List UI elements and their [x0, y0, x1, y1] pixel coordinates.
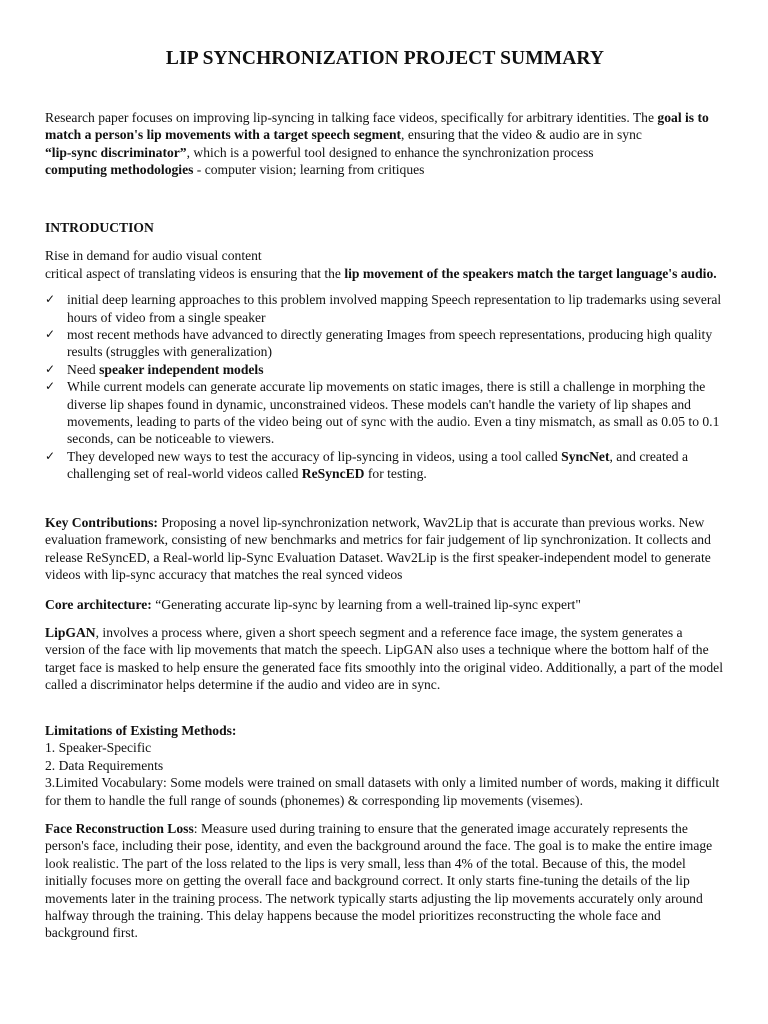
- abstract-text: Research paper focuses on improving lip-syncing in talking face videos, specifically for arbitrary identities. The: [45, 110, 658, 125]
- checkmark-icon: ✓: [45, 379, 56, 394]
- introduction-section: [45, 219, 725, 483]
- checkmark-icon: ✓: [45, 327, 56, 342]
- introduction-heading: INTRODUCTION: [45, 220, 154, 235]
- limitations-heading: Limitations of Existing Methods:: [45, 723, 237, 738]
- key-contributions-label: Key Contributions:: [45, 515, 158, 530]
- face-loss-text-block: [45, 820, 725, 942]
- abstract-goal-bold: goal is to match a person's lip movements with a target speech segment: [45, 110, 709, 143]
- face-loss-label: Face Reconstruction Loss: [45, 821, 194, 836]
- document-title: LIP SYNCHRONIZATION PROJECT SUMMARY: [165, 48, 605, 69]
- abstract-line-2: [45, 144, 725, 161]
- key-contributions-text-block: [45, 514, 725, 584]
- intro-line-2: [45, 265, 725, 282]
- list-item: [45, 448, 725, 483]
- checkmark-icon: ✓: [45, 292, 56, 307]
- intro-text: critical aspect of translating videos is ensuring that the: [45, 265, 345, 281]
- lipgan-text: , involves a process where, given a short speech segment and a reference face image, the system generates a version of the face with lip movements that match the speech. LipGAN also uses a technique where the bottom half of the target face is masked to help ensure the generated face fits smoothly into the original video. Additionally, a part of the model called a discriminator helps determine if the audio and video are in sync.: [45, 625, 723, 693]
- lipgan-text-block: [45, 624, 725, 694]
- intro-checklist: [45, 291, 725, 482]
- core-architecture-label: Core architecture:: [45, 597, 152, 612]
- lipgan-paragraph: [45, 624, 725, 694]
- core-architecture-text-block: [45, 596, 725, 613]
- resynced-bold: ReSyncED: [301, 466, 365, 482]
- syncnet-bold: SyncNet: [561, 448, 610, 464]
- list-item-text: They developed new ways to test the accuracy of lip-syncing in videos, using a tool called: [67, 448, 562, 464]
- list-item-text: , and created a challenging set of real-world videos called: [67, 448, 688, 482]
- list-item-text: Need: [67, 361, 100, 377]
- limitation-item-1: 1. Speaker-Specific: [45, 740, 152, 756]
- list-item-text: most recent methods have advanced to directly generating Images from speech representations, producing high quality results (struggles with generalization): [67, 327, 713, 360]
- abstract-line-1: [45, 109, 725, 144]
- limitation-item-2: 2. Data Requirements: [45, 757, 164, 773]
- intro-line-1: Rise in demand for audio visual content: [45, 248, 262, 264]
- list-item: [45, 291, 725, 326]
- abstract-text: , ensuring that the video & audio are in sync: [401, 127, 642, 143]
- list-item: [45, 326, 725, 361]
- abstract-line-3: [45, 161, 725, 178]
- core-architecture-paragraph: [45, 596, 725, 613]
- computing-methodologies-bold: computing methodologies: [45, 162, 194, 178]
- abstract-text: - computer vision; learning from critiques: [193, 162, 425, 178]
- list-item-text: for testing.: [364, 466, 427, 482]
- abstract-text: , which is a powerful tool designed to enhance the synchronization process: [186, 144, 594, 160]
- list-item-text: initial deep learning approaches to this problem involved mapping Speech representation to lip trademarks using several hours of video from a single speaker: [67, 292, 722, 325]
- list-item-text: While current models can generate accurate lip movements on static images, there is still a challenge in morphing the diverse lip shapes found in dynamic, unconstrained videos. These models can't handle the variety of lip shapes and movements, leading to parts of the video being out of sync with the audio. Even a tiny mismatch, as small as 0.05 to 0.1 seconds, can be noticeable to viewers.: [67, 379, 720, 447]
- lip-sync-discriminator-bold: “lip-sync discriminator”: [45, 144, 187, 160]
- checkmark-icon: ✓: [45, 361, 56, 376]
- limitation-item-3: 3.Limited Vocabulary: Some models were trained on small datasets with only a limited number of words, making it difficult for them to handle the full range of sounds (phonemes) & corresponding lip movements (visemes).: [45, 775, 720, 808]
- list-item: [45, 378, 725, 448]
- limitations-section: [45, 722, 725, 809]
- key-contributions-paragraph: [45, 514, 725, 584]
- list-item: [45, 361, 725, 378]
- lipgan-label: LipGAN: [45, 625, 96, 640]
- list-item-bold: speaker independent models: [99, 361, 264, 377]
- checkmark-icon: ✓: [45, 448, 56, 463]
- face-loss-text: : Measure used during training to ensure that the generated image accurately represents the person's face, including their pose, identity, and even the background around the face. The goal is to make the entire image look realistic. The part of the loss related to the lips is very small, less than 4% of the total. Because of this, the model initially focuses more on getting the overall face and background correct. It only starts fine-tuning the details of the lip movements later in the training process. The network typically starts adjusting the lip movements accurately only around halfway through the training. This delay happens because the model prioritizes reconstructing the whole face and background first.: [45, 821, 713, 941]
- intro-bold-text: lip movement of the speakers match the target language's audio.: [344, 265, 717, 281]
- key-contributions-text: Proposing a novel lip-synchronization network, Wav2Lip that is accurate than previous works. New evaluation framework, consisting of new benchmarks and metrics for fair judgement of lip synchronization. It collects and release ReSyncED, a Real-world lip-Sync Evaluation Dataset. Wav2Lip is the first speaker-independent model to generate videos with lip-sync accuracy that matches the real synced videos: [45, 515, 711, 583]
- face-reconstruction-loss-paragraph: [45, 820, 725, 942]
- abstract-section: [45, 109, 725, 179]
- core-architecture-text: “Generating accurate lip-sync by learning from a well-trained lip-sync expert": [151, 597, 581, 612]
